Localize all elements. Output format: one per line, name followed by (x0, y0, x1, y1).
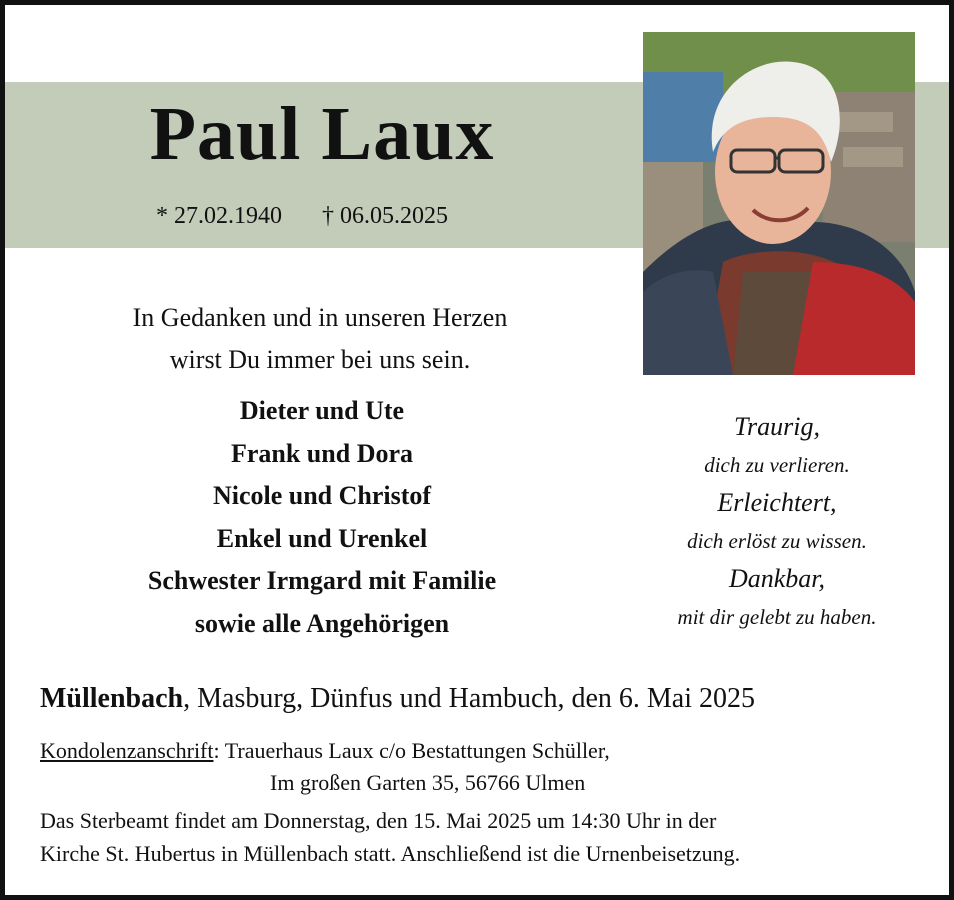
condolence-address (40, 735, 610, 767)
service-info (40, 804, 740, 870)
quote-line: In Gedanken und in unseren Herzen (132, 303, 508, 332)
condolence-line1: : Trauerhaus Laux c/o Bestattungen Schüller, (213, 738, 610, 763)
condolence-label: Kondolenzanschrift (40, 738, 214, 763)
mourner-entry: Dieter und Ute (239, 396, 405, 425)
poem-line: Dankbar, (728, 564, 826, 593)
quote-line: wirst Du immer bei uns sein. (169, 345, 471, 374)
poem-line: Erleichtert, (717, 488, 837, 517)
condolence-line2: Im großen Garten 35, 56766 Ulmen (270, 770, 586, 795)
mourner-entry: Enkel und Urenkel (216, 523, 428, 553)
portrait-photo (643, 32, 915, 375)
mourner-entry: Schwester Irmgard mit Familie (147, 566, 497, 595)
mourner-entry: Frank und Dora (230, 438, 414, 468)
place-and-date (40, 683, 755, 715)
mourner-entry: Nicole und Christof (212, 481, 432, 510)
poem-line: dich zu verlieren. (704, 453, 850, 477)
place-main: Müllenbach (40, 683, 184, 714)
life-dates (156, 203, 448, 230)
birth-date: * 27.02.1940 (156, 203, 282, 229)
service-line: Das Sterbeamt findet am Donnerstag, den 15. Mai 2025 um 14:30 Uhr in der (40, 808, 717, 833)
death-date: † 06.05.2025 (322, 203, 448, 229)
poem-line: mit dir gelebt zu haben. (677, 605, 877, 629)
mourners-list (40, 390, 604, 645)
memorial-quote (40, 297, 600, 381)
deceased-name: Paul Laux (149, 92, 495, 176)
service-line: Kirche St. Hubertus in Müllenbach statt. Anschließend ist die Urnenbeisetzung. (40, 841, 741, 866)
poem-line: dich erlöst zu wissen. (687, 529, 867, 553)
poem (637, 408, 917, 636)
poem-line: Traurig, (734, 412, 820, 441)
mourner-entry: sowie alle Angehörigen (194, 608, 450, 638)
place-rest: , Masburg, Dünfus und Hambuch, den 6. Mai 2025 (183, 683, 756, 714)
